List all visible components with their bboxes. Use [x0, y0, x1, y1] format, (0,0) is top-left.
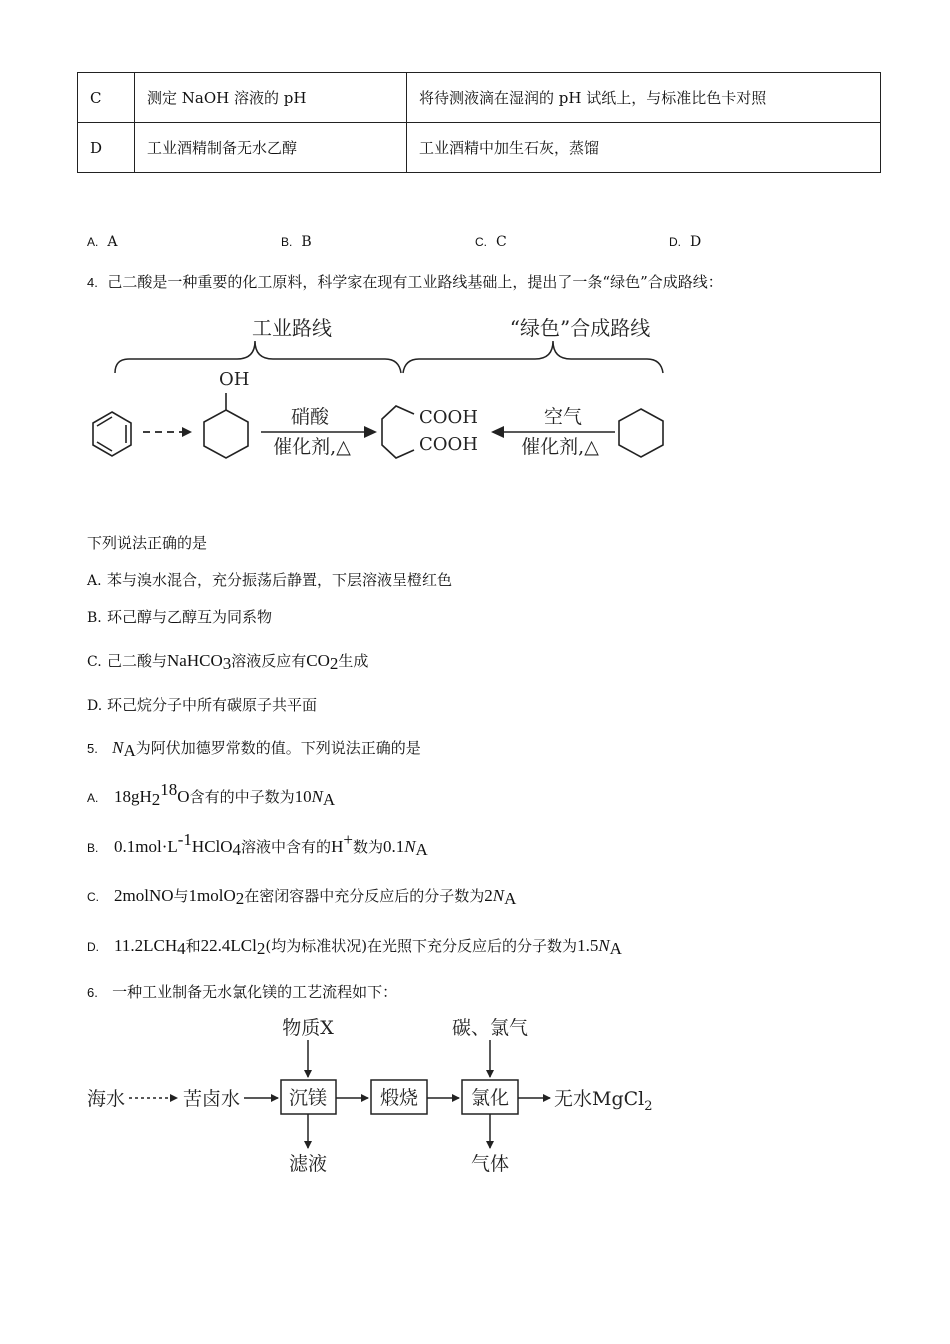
q4-stem: 4. 己二酸是一种重要的化工原料，科学家在现有工业路线基础上，提出了一条“绿色”合成路线：	[87, 273, 723, 291]
row-experiment: 工业酒精制备无水乙醇	[135, 123, 407, 173]
reagent-nitric-acid: 硝酸	[290, 406, 330, 428]
carbon-chlorine-label: 碳、氯气	[451, 1017, 529, 1039]
chlorinate-label: 氯化	[470, 1087, 510, 1109]
oh-label: OH	[219, 369, 250, 390]
table-row	[78, 73, 881, 123]
industrial-route-label: 工业路线	[252, 316, 332, 340]
row-operation: 工业酒精中加生石灰，蒸馏	[407, 123, 881, 173]
substance-x-label: 物质X	[282, 1017, 334, 1039]
q3-choice-d[interactable]: D. D	[669, 234, 702, 250]
table-row	[78, 123, 881, 173]
cooh-top: COOH	[419, 407, 478, 428]
row-label: D	[78, 123, 135, 173]
q4-prompt: 下列说法正确的是	[87, 534, 208, 552]
q4-option-d[interactable]: D. 环己烷分子中所有碳原子共平面	[87, 696, 318, 714]
row-experiment: 测定 NaOH 溶液的 pH	[135, 73, 407, 123]
gas-label: 气体	[470, 1153, 510, 1175]
reagent-air: 空气	[543, 406, 583, 428]
q3-choice-a[interactable]: A. A	[87, 234, 118, 250]
q6-stem: 6. 一种工业制备无水氯化镁的工艺流程如下：	[87, 983, 398, 1001]
filtrate-label: 滤液	[288, 1153, 328, 1175]
product-label: 无水MgCl$_2$	[554, 1088, 653, 1114]
q5-stem: 5. $N_A$为阿伏加德罗常数的值。下列说法正确的是	[87, 738, 421, 760]
q5-option-b[interactable]: B. $0.1mol\cdot L^{-1}HClO_4$溶液中含有的H+数为$0.1N_A$	[87, 830, 428, 859]
adipic-acid-synthesis-diagram	[85, 305, 680, 470]
bittern-label: 苦卤水	[183, 1088, 241, 1110]
row-label: C	[78, 73, 135, 123]
options-table	[77, 72, 881, 173]
q4-option-c[interactable]: C. 己二酸与NaHCO$_3$溶液反应有$CO_2$生成	[87, 651, 369, 673]
q4-option-a[interactable]: A. 苯与溴水混合，充分振荡后静置，下层溶液呈橙红色	[87, 571, 453, 589]
q3-choice-b[interactable]: B. B	[281, 234, 312, 250]
q5-option-a[interactable]: A. $18gH_2^{18}O$含有的中子数为$10N_A$	[87, 780, 336, 809]
precip-label: 沉镁	[288, 1087, 328, 1109]
calcine-label: 煅烧	[379, 1087, 419, 1109]
q5-option-d[interactable]: D. $11.2LCH_4$和22.4LCl$_2$(均为标准状况)在光照下充分反应后的分子数为$1.5N_A$	[87, 936, 622, 958]
q5-option-c[interactable]: C. 2molNO与1molO$_2$在密闭容器中充分反应后的分子数为$2N_A$	[87, 886, 517, 908]
q4-option-b[interactable]: B. 环己醇与乙醇互为同系物	[87, 608, 273, 626]
green-route-label: “绿色”合成路线	[509, 316, 651, 340]
reagent-catalyst-right: 催化剂,△	[521, 436, 599, 458]
cooh-bottom: COOH	[419, 434, 478, 455]
reagent-catalyst-left: 催化剂,△	[273, 436, 351, 458]
seawater-label: 海水	[87, 1088, 126, 1110]
row-operation: 将待测液滴在湿润的 pH 试纸上，与标准比色卡对照	[407, 73, 881, 123]
q3-choice-c[interactable]: C. C	[475, 234, 507, 250]
mgcl2-process-flow	[85, 1010, 675, 1180]
